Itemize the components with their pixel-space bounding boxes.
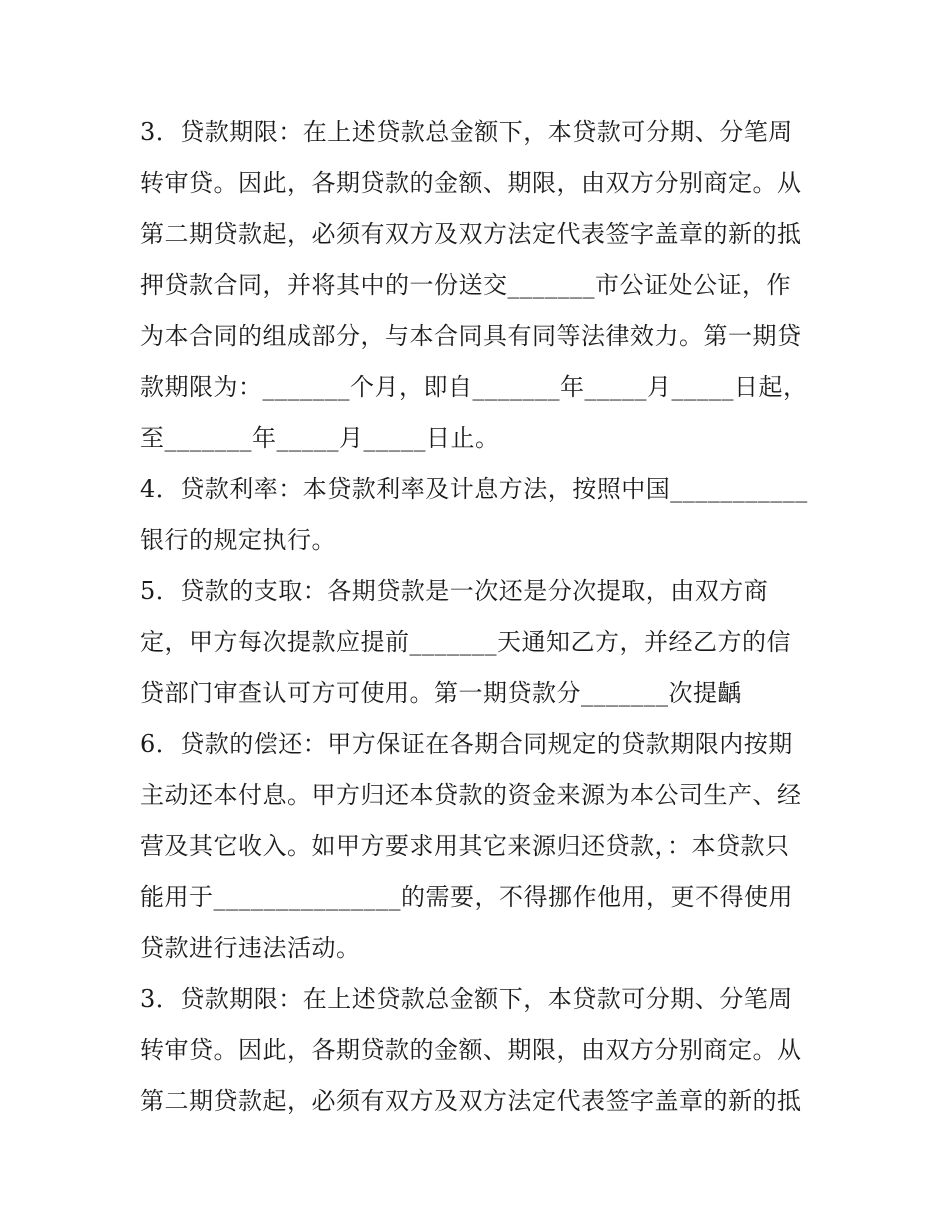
text-line: 定，甲方每次提款应提前_______天通知乙方，并经乙方的信 (140, 628, 791, 656)
text-line: 3．贷款期限：在上述贷款总金额下，本贷款可分期、分笔周 (140, 985, 793, 1013)
text-line: 押贷款合同，并将其中的一份送交_______市公证处公证，作 (140, 271, 791, 299)
text-line: 主动还本付息。甲方归还本贷款的资金来源为本公司生产、经 (140, 781, 802, 809)
text-line: 款期限为：_______个月，即自_______年_____月_____日起， (140, 373, 808, 401)
text-line: 至_______年_____月_____日止。 (140, 424, 500, 452)
text-line: 贷款进行违法活动。 (140, 934, 361, 962)
text-line: 转审贷。因此，各期贷款的金额、期限，由双方分别商定。从 (140, 169, 802, 197)
text-line: 能用于_______________的需要，不得挪作他用，更不得使用 (140, 883, 793, 911)
text-line: 第二期贷款起，必须有双方及双方法定代表签字盖章的新的抵 (140, 220, 802, 248)
text-line: 为本合同的组成部分，与本合同具有同等法律效力。第一期贷 (140, 322, 802, 350)
text-line: 营及其它收入。如甲方要求用其它来源归还贷款，：本贷款只 (140, 832, 790, 860)
text-line: 6．贷款的偿还：甲方保证在各期合同规定的贷款期限内按期 (140, 730, 793, 758)
text-line: 贷部门审查认可方可使用。第一期贷款分_______次提齲 (140, 679, 742, 707)
text-line: 银行的规定执行。 (140, 526, 336, 554)
text-line: 5．贷款的支取：各期贷款是一次还是分次提取，由双方商 (140, 577, 769, 605)
text-line: 3．贷款期限：在上述贷款总金额下，本贷款可分期、分笔周 (140, 118, 793, 146)
text-line: 4．贷款利率：本贷款利率及计息方法，按照中国___________ (140, 475, 808, 503)
text-line: 第二期贷款起，必须有双方及双方法定代表签字盖章的新的抵 (140, 1087, 802, 1115)
document-body (140, 107, 820, 1127)
text-line: 转审贷。因此，各期贷款的金额、期限，由双方分别商定。从 (140, 1036, 802, 1064)
